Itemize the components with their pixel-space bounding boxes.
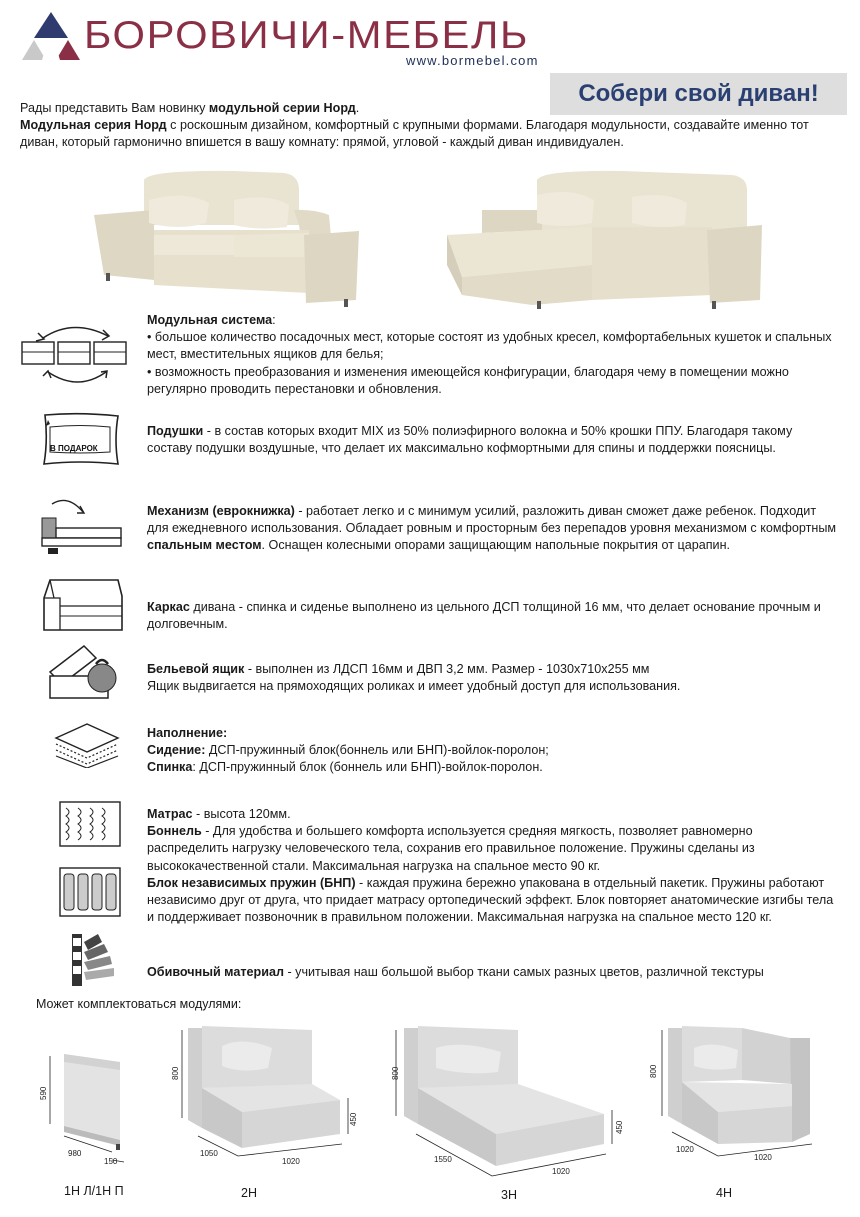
dim-depth: 1050 — [200, 1149, 218, 1158]
dim-width: 1020 — [282, 1157, 300, 1166]
feature-mattress — [147, 806, 837, 926]
feature-modular — [147, 312, 837, 398]
module-label-2n: 2Н — [241, 1186, 257, 1200]
feature-text-2: . Оснащен колесными опорами защищающим напольные покрытия от царапин. — [261, 538, 731, 553]
mattress-height: - высота 120мм. — [192, 807, 291, 821]
bnp-title: Блок независимых пружин (БНП) — [147, 875, 356, 890]
filling-layers-icon — [52, 720, 122, 768]
feature-title: Обивочный материал — [147, 965, 284, 979]
feature-text: дивана - спинка и сиденье выполнено из цельного ДСП толщиной 16 мм, что делает основание прочным и долговечным. — [147, 600, 821, 632]
straight-sofa-image — [94, 165, 364, 310]
feature-frame — [147, 599, 837, 633]
feature-text: - в состав которых входит MIX из 50% полиэфирного волокна и 50% крошки ППУ. Благодаря такому составу подушки воздушные, что делает их максимально кофмортными для спины и поддержки поясницы. — [147, 424, 793, 456]
gift-badge: В ПОДАРОК — [50, 444, 98, 453]
feature-title: Подушки — [147, 424, 204, 438]
build-sofa-banner: Собери свой диван! — [550, 73, 847, 115]
eurobook-mechanism-icon — [38, 492, 128, 556]
modular-system-icon — [18, 320, 133, 390]
feature-text: - учитывая наш большой выбор ткани самых разных цветов, различной текстуры — [283, 965, 764, 979]
feature-text: - выполнен из ЛДСП 16мм и ДВП 3,2 мм. Размер - 1030х710х255 мм — [244, 662, 650, 676]
module-3n — [386, 1016, 631, 1186]
feature-pillows — [147, 423, 837, 457]
module-2n — [162, 1016, 382, 1171]
frame-icon — [40, 576, 128, 634]
seat-text: ДСП-пружинный блок(боннель или БНП)-войлок-поролон; — [205, 743, 549, 758]
website-link[interactable]: www.bormebel.com — [406, 53, 539, 68]
bonnel-spring-icon — [58, 800, 122, 848]
back-text: : ДСП-пружинный блок (боннель или БНП)-войлок-поролон. — [192, 760, 543, 775]
corner-sofa-image — [442, 165, 772, 310]
dim-depth: 1020 — [676, 1145, 694, 1154]
feature-title: Каркас — [147, 600, 190, 614]
feature-upholstery — [147, 964, 837, 981]
module-label-1n: 1Н Л/1Н П — [64, 1184, 124, 1198]
intro-text — [20, 100, 840, 151]
module-4n — [642, 1016, 842, 1166]
dim-width: 150 — [104, 1157, 118, 1166]
colon: : — [272, 313, 276, 327]
bullet-1: • большое количество посадочных мест, которые состоят из удобных кресел, комфортабельных кушеток и спальных мест, вместительных ящиков для белья; — [147, 330, 832, 362]
feature-title: Наполнение: — [147, 726, 228, 740]
dim-width: 1020 — [754, 1153, 772, 1162]
dim-height: 800 — [171, 1066, 180, 1080]
linen-box-icon — [44, 642, 124, 702]
series-name-2: Модульная серия Норд — [20, 118, 167, 132]
feature-linen-box — [147, 661, 837, 695]
brand-name: БОРОВИЧИ-МЕБЕЛЬ — [84, 14, 529, 57]
dim-seat-height: 450 — [349, 1112, 358, 1126]
back-label: Спинка — [147, 760, 193, 775]
dim-seat-height: 450 — [615, 1120, 624, 1134]
seat-label: Сидение: — [147, 743, 206, 758]
bullet-2: • возможность преобразования и изменения имеющейся конфигурации, благодаря чему в помещении можно регулярно проводить перестановки и обновления. — [147, 364, 789, 396]
series-name: модульной серии Норд — [208, 101, 356, 115]
intro-line2: с роскошным дизайном, комфортный с крупными формами. Благодаря модульности, создавайте именно тот диван, который гармонично впишется в вашу комнату: прямой, угловой - каждый диван индивидуален. — [20, 118, 809, 149]
modules-heading: Может комплектоваться модулями: — [36, 997, 242, 1011]
feature-filling — [147, 725, 837, 777]
sleeping-place: спальным местом — [147, 538, 262, 553]
bonnel-title: Боннель — [147, 824, 202, 839]
bonnel-text: - Для удобства и большего комфорта используется средняя мягкость, позволяет равномерно распределить нагрузку человеческого тела, сохранив его правильное положение. Пружины сделаны из высококачественной стали. Максимальная нагрузка на спальное место 90 кг. — [147, 824, 755, 873]
feature-title: Модульная система — [147, 313, 273, 327]
dim-height: 800 — [649, 1064, 658, 1078]
bnp-text: - каждая пружина бережно упакована в отдельный пакетик. Пружины работают независимо друг от друга, что придает матрасу ортопедический эффект. Блок повторяет анатомические изгибы тела и поддерживает позвоночник в правильном положении. Максимальная нагрузка на спальное место 120 кг. — [147, 875, 834, 925]
pillow-icon — [40, 412, 122, 467]
feature-text: - работает легко и с минимум усилий, разложить диван сможет даже ребенок. Подходит для ежедневного использования. Обладает ровным и просторным без перепадов уровня механизмом с комфортным — [147, 504, 837, 536]
intro-line1: Рады представить Вам новинку — [20, 101, 209, 115]
dim-height: 590 — [39, 1086, 48, 1100]
brand-logo-icon — [22, 10, 80, 60]
dim-depth: 980 — [68, 1149, 82, 1158]
feature-text-2: Ящик выдвигается на прямоходящих роликах и имеет удобный доступ для использования. — [147, 679, 681, 694]
pocket-spring-icon — [58, 866, 122, 918]
feature-title: Матрас — [147, 807, 193, 821]
feature-title: Бельевой ящик — [147, 662, 245, 676]
fabric-swatch-icon — [68, 930, 124, 990]
module-1n — [28, 1040, 138, 1170]
dim-height: 800 — [391, 1066, 400, 1080]
feature-mechanism — [147, 503, 837, 555]
intro-dot: . — [355, 101, 360, 115]
dim-depth: 1550 — [434, 1155, 452, 1164]
module-label-3n: 3Н — [501, 1188, 517, 1202]
feature-title: Механизм (еврокнижка) — [147, 504, 295, 518]
module-label-4n: 4Н — [716, 1186, 732, 1200]
dim-width: 1020 — [552, 1167, 570, 1176]
